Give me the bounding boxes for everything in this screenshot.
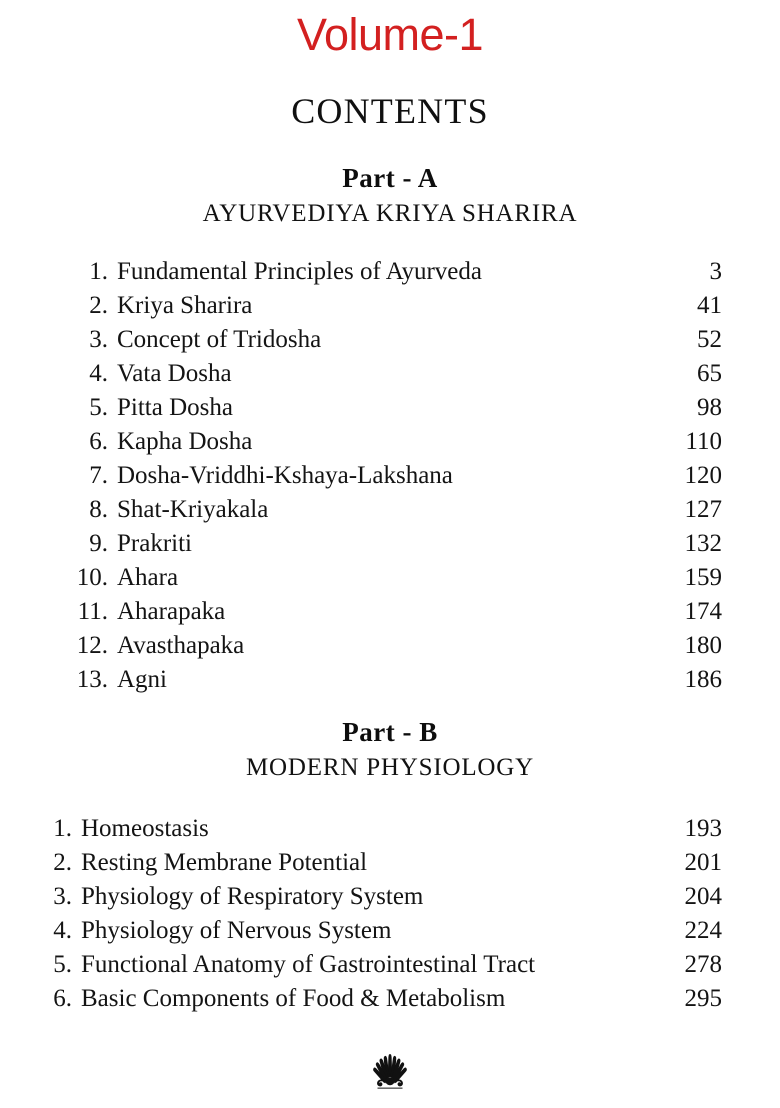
toc-entry-page: 52 bbox=[697, 326, 722, 353]
toc-entry-title: Physiology of Nervous System bbox=[81, 917, 392, 944]
toc-entry-number: 1. bbox=[53, 815, 72, 842]
toc-entry-page: 65 bbox=[697, 360, 722, 387]
toc-entry-title: Dosha-Vriddhi-Kshaya-Lakshana bbox=[117, 462, 453, 489]
toc-entry-title: Resting Membrane Potential bbox=[81, 849, 368, 876]
palmette-ornament-icon bbox=[368, 1052, 412, 1092]
toc-entry[interactable] bbox=[0, 948, 780, 982]
toc-entry[interactable] bbox=[0, 493, 780, 527]
toc-entry-title: Agni bbox=[117, 666, 167, 693]
toc-entry-number: 5. bbox=[89, 394, 108, 421]
toc-entry-page: 186 bbox=[684, 666, 722, 693]
toc-entry-title: Concept of Tridosha bbox=[117, 326, 322, 353]
toc-entry-page: 174 bbox=[684, 598, 722, 625]
toc-entry-page: 180 bbox=[684, 632, 722, 659]
toc-entry-title: Kriya Sharira bbox=[117, 292, 253, 319]
toc-entry-page: 193 bbox=[684, 815, 722, 842]
toc-entry-page: 41 bbox=[697, 292, 722, 319]
toc-entry-number: 4. bbox=[89, 360, 108, 387]
toc-entry[interactable] bbox=[0, 846, 780, 880]
toc-entry-number: 1. bbox=[89, 258, 108, 285]
toc-entry-page: 204 bbox=[684, 883, 722, 910]
toc-entry-title: Vata Dosha bbox=[117, 360, 232, 387]
ornament-container bbox=[0, 1052, 780, 1092]
toc-entry-title: Basic Components of Food & Metabolism bbox=[81, 985, 506, 1012]
part-b-subtitle: MODERN PHYSIOLOGY bbox=[246, 754, 534, 782]
part-b-label: Part - B bbox=[342, 717, 438, 747]
toc-entry-title: Kapha Dosha bbox=[117, 428, 253, 455]
toc-entry-number: 6. bbox=[53, 985, 72, 1012]
toc-entry-page: 224 bbox=[684, 917, 722, 944]
toc-entry[interactable] bbox=[0, 255, 780, 289]
toc-entry[interactable] bbox=[0, 357, 780, 391]
toc-entry-title: Physiology of Respiratory System bbox=[81, 883, 424, 910]
toc-list-part-a bbox=[0, 255, 780, 697]
toc-entry-number: 13. bbox=[76, 666, 108, 693]
toc-entry-page: 127 bbox=[684, 496, 722, 523]
toc-entry[interactable] bbox=[0, 595, 780, 629]
toc-list-part-b bbox=[0, 812, 780, 1016]
toc-entry[interactable] bbox=[0, 289, 780, 323]
volume-title: Volume-1 bbox=[296, 9, 484, 60]
toc-entry-number: 10. bbox=[76, 564, 108, 591]
toc-entry-page: 3 bbox=[709, 258, 722, 285]
toc-entry-page: 295 bbox=[684, 985, 722, 1012]
toc-entry-number: 7. bbox=[89, 462, 108, 489]
toc-entry-page: 201 bbox=[684, 849, 722, 876]
toc-entry[interactable] bbox=[0, 527, 780, 561]
toc-entry-title: Shat-Kriyakala bbox=[117, 496, 269, 523]
part-a-header bbox=[0, 163, 780, 229]
toc-entry-number: 5. bbox=[53, 951, 72, 978]
toc-entry-title: Functional Anatomy of Gastrointestinal Tract bbox=[81, 951, 536, 978]
toc-entry-number: 9. bbox=[89, 530, 108, 557]
toc-entry-number: 11. bbox=[77, 598, 108, 625]
toc-entry[interactable] bbox=[0, 323, 780, 357]
part-b-header bbox=[0, 717, 780, 783]
toc-entry[interactable] bbox=[0, 561, 780, 595]
toc-entry[interactable] bbox=[0, 880, 780, 914]
toc-entry-page: 132 bbox=[684, 530, 722, 557]
toc-entry[interactable] bbox=[0, 982, 780, 1016]
toc-entry-number: 12. bbox=[76, 632, 108, 659]
toc-entry[interactable] bbox=[0, 629, 780, 663]
toc-entry-title: Pitta Dosha bbox=[117, 394, 233, 421]
toc-entry-number: 6. bbox=[89, 428, 108, 455]
toc-entry-number: 2. bbox=[53, 849, 72, 876]
toc-entry[interactable] bbox=[0, 812, 780, 846]
toc-entry-number: 3. bbox=[89, 326, 108, 353]
toc-entry[interactable] bbox=[0, 425, 780, 459]
toc-entry-number: 4. bbox=[53, 917, 72, 944]
page-title: CONTENTS bbox=[291, 91, 489, 131]
toc-entry[interactable] bbox=[0, 914, 780, 948]
toc-entry[interactable] bbox=[0, 391, 780, 425]
toc-entry-page: 159 bbox=[684, 564, 722, 591]
toc-entry-page: 98 bbox=[697, 394, 722, 421]
toc-entry-page: 278 bbox=[684, 951, 722, 978]
toc-entry-title: Homeostasis bbox=[81, 815, 209, 842]
toc-entry-title: Aharapaka bbox=[117, 598, 226, 625]
toc-entry-number: 8. bbox=[89, 496, 108, 523]
toc-entry[interactable] bbox=[0, 459, 780, 493]
toc-entry-title: Fundamental Principles of Ayurveda bbox=[117, 258, 482, 285]
toc-entry-title: Ahara bbox=[117, 564, 179, 591]
toc-entry-number: 3. bbox=[53, 883, 72, 910]
toc-entry-page: 120 bbox=[684, 462, 722, 489]
toc-entry-title: Avasthapaka bbox=[117, 632, 245, 659]
part-a-label: Part - A bbox=[342, 163, 438, 193]
toc-entry-title: Prakriti bbox=[117, 530, 192, 557]
toc-entry-number: 2. bbox=[89, 292, 108, 319]
toc-entry[interactable] bbox=[0, 663, 780, 697]
toc-entry-page: 110 bbox=[685, 428, 722, 455]
part-a-subtitle: AYURVEDIYA KRIYA SHARIRA bbox=[202, 200, 578, 228]
